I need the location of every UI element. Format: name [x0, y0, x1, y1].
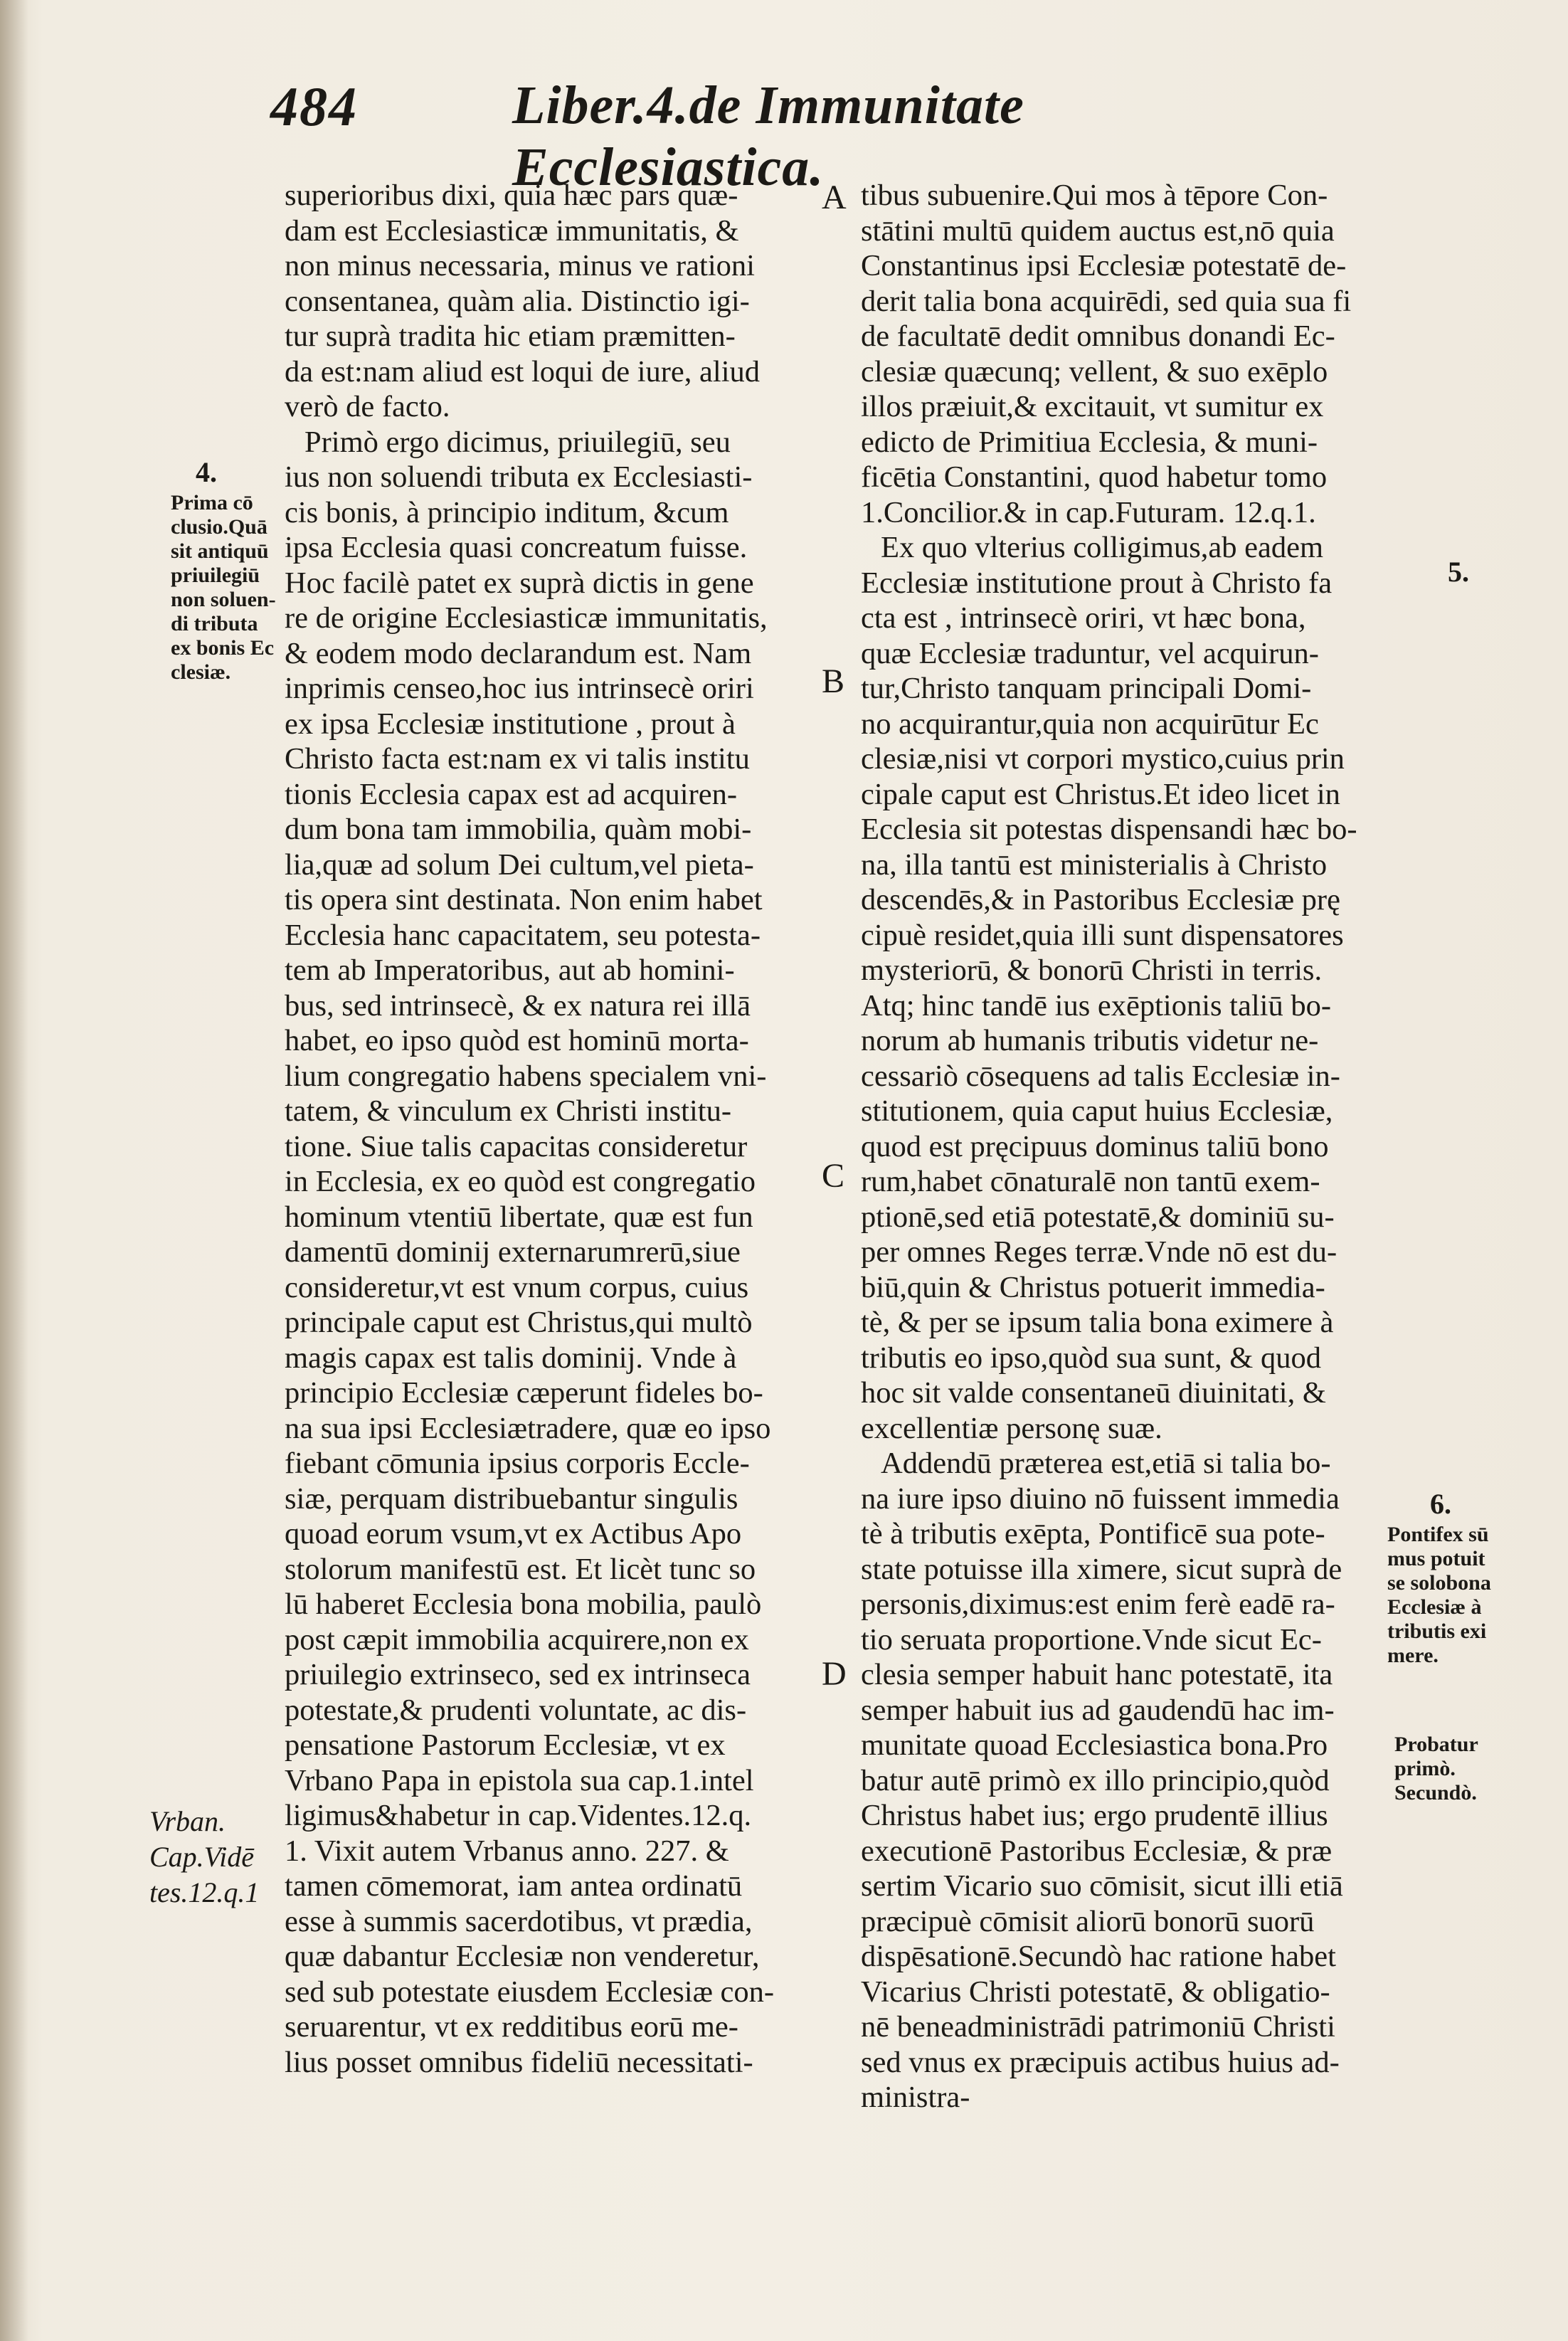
right-column-line: Vicarius Christi potestatē, & obligatio-	[861, 1975, 1330, 2009]
margin-note-line: Ecclesiæ à	[1387, 1595, 1482, 1619]
margin-note-line: ex bonis Ec	[171, 636, 275, 660]
margin-note-line: Probatur	[1394, 1733, 1478, 1756]
section-marker-c: C	[822, 1157, 845, 1195]
left-column-line: quoad eorum vsum,vt ex Actibus Apo	[285, 1517, 742, 1550]
left-column-line: tatem, & vinculum ex Christi institu-	[285, 1094, 731, 1128]
margin-note-line: Secundò.	[1394, 1781, 1477, 1804]
right-column-line: no acquirantur,quia non acquirūtur Ec	[861, 707, 1319, 741]
right-column-line: sertim Vicario suo cōmisit, sicut illi etiā	[861, 1869, 1343, 1903]
right-column-line: semper habuit ius ad gaudendū hac im-	[861, 1693, 1335, 1727]
margin-note-line: di tributa	[171, 612, 258, 635]
right-column-line: cta est , intrinsecè oriri, vt hæc bona,	[861, 601, 1306, 635]
margin-ref-line: Vrban.	[149, 1805, 226, 1837]
left-column-line: superioribus dixi, quia hæc pars quæ-	[285, 179, 738, 212]
left-column-line: da est:nam aliud est loqui de iure, aliud	[285, 354, 761, 389]
right-column-line: Ecclesia sit potestas dispensandi hæc bo-	[861, 813, 1357, 846]
left-column-line: ipsa Ecclesia quasi concreatum fuisse.	[285, 531, 748, 564]
right-text-column	[861, 178, 1380, 2115]
left-column-line: 1. Vixit autem Vrbanus anno. 227. &	[285, 1834, 729, 1868]
right-column-line: rum,habet cōnaturalē non tantū exem-	[861, 1165, 1320, 1198]
right-column-line: biū,quin & Christus potuerit immedia-	[861, 1270, 1325, 1304]
left-column-line: na sua ipsi Ecclesiætradere, quæ eo ipso	[285, 1411, 771, 1445]
left-column-line: ex ipsa Ecclesiæ institutione , prout à	[285, 707, 736, 741]
right-column-line: excellentiæ personę suæ.	[861, 1411, 1162, 1445]
left-column-line: re de origine Ecclesiasticæ immunitatis,	[285, 601, 768, 635]
margin-note-pontifex	[1387, 1523, 1501, 1668]
right-column-line: Christus habet ius; ergo prudentē illius	[861, 1799, 1328, 1832]
left-column-line: tis opera sint destinata. Non enim habet	[285, 883, 763, 916]
section-marker-d: D	[822, 1655, 847, 1693]
left-column-line: dum bona tam immobilia, quàm mobi-	[285, 813, 752, 846]
margin-note-probatur	[1394, 1733, 1501, 1805]
left-column-line: consideretur,vt est vnum corpus, cuius	[285, 1270, 749, 1304]
right-column-line: dispēsationē.Secundò hac ratione habet	[861, 1940, 1336, 1973]
right-column-line: 1.Concilior.& in cap.Futuram. 12.q.1.	[861, 495, 1316, 529]
left-column-line: Primò ergo dicimus, priuilegiū, seu	[304, 425, 731, 459]
left-column-line: verò de facto.	[285, 390, 450, 423]
left-column-line: in Ecclesia, ex eo quòd est congregatio	[285, 1165, 756, 1198]
right-column-line: derit talia bona acquirēdi, sed quia sua fi	[861, 284, 1352, 318]
right-column-line: ficētia Constantini, quod habetur tomo	[861, 460, 1328, 494]
margin-note-prima-conclusio	[171, 491, 277, 685]
right-column-line: nē beneadministrādi patrimoniū Christi	[861, 2010, 1335, 2044]
left-column-line: & eodem modo declarandum est. Nam	[285, 636, 752, 670]
margin-note-line: Prima cō	[171, 491, 253, 514]
right-column-line: Constantinus ipsi Ecclesiæ potestatē de-	[861, 249, 1347, 282]
right-column-line: quod est pręcipuus dominus taliū bono	[861, 1129, 1329, 1163]
margin-number-4: 4.	[196, 456, 217, 488]
left-column-line: tem ab Imperatoribus, aut ab homini-	[285, 953, 735, 987]
left-column-line: quæ dabantur Ecclesiæ non venderetur,	[285, 1940, 760, 1973]
left-column-line: dam est Ecclesiasticæ immunitatis, &	[285, 213, 739, 248]
right-column-line: tur,Christo tanquam principali Domi-	[861, 672, 1312, 705]
left-column-line: habet, eo ipso quòd est hominū morta-	[285, 1024, 749, 1057]
right-column-line: munitate quoad Ecclesiastica bona.Pro	[861, 1728, 1328, 1762]
right-column-line: illos præiuit,& excitauit, vt sumitur ex	[861, 390, 1324, 423]
right-column-line: descendēs,& in Pastoribus Ecclesiæ prę	[861, 883, 1340, 916]
right-column-line: clesiæ quæcunq; vellent, & suo exēplo	[861, 354, 1328, 389]
right-column-line: hoc sit valde consentaneū diuinitati, &	[861, 1376, 1326, 1410]
right-column-line: tè, & per se ipsum talia bona eximere à	[861, 1306, 1334, 1339]
page-number: 484	[270, 75, 358, 137]
right-column-line: Addendū præterea est,etiā si talia bo-	[881, 1447, 1331, 1480]
left-column-line: post cæpit immobilia acquirere,non ex	[285, 1622, 749, 1656]
left-column-line: tur suprà tradita hic etiam præmitten-	[285, 319, 736, 353]
right-column-line: edicto de Primitiua Ecclesia, & muni-	[861, 425, 1318, 459]
margin-note-line: non soluen-	[171, 588, 276, 611]
left-column-line: bus, sed intrinsecè, & ex natura rei illā	[285, 988, 751, 1022]
left-column-line: magis capax est talis dominij. Vnde à	[285, 1341, 737, 1375]
left-column-line: Vrbano Papa in epistola sua cap.1.intel	[285, 1763, 754, 1797]
margin-ref-line: tes.12.q.1	[149, 1876, 260, 1908]
left-column-line: tamen cōmemorat, iam antea ordinatū	[285, 1869, 743, 1903]
left-column-line: seruarentur, vt ex redditibus eorū me-	[285, 2010, 738, 2044]
left-column-line: Hoc facilè patet ex suprà dictis in gene	[285, 566, 754, 600]
right-column-line: quæ Ecclesiæ traduntur, vel acquirun-	[861, 636, 1319, 670]
margin-note-line: primò.	[1394, 1757, 1456, 1780]
left-column-line: non minus necessaria, minus ve rationi	[285, 249, 755, 282]
left-column-line: lius posset omnibus fideliū necessitati-	[285, 2045, 753, 2079]
left-column-line: lium congregatio habens specialem vni-	[285, 1059, 767, 1093]
left-column-line: damentū dominij externarumrerū,siue	[285, 1235, 741, 1269]
left-column-line: consentanea, quàm alia. Distinctio igi-	[285, 284, 750, 318]
right-column-line: ministra-	[861, 2081, 970, 2114]
margin-note-line: mus potuit	[1387, 1547, 1485, 1570]
right-column-line: executionē Pastoribus Ecclesiæ, & præ	[861, 1834, 1333, 1868]
margin-note-urban-reference	[149, 1804, 285, 1911]
left-text-column	[285, 178, 793, 2080]
left-column-line: sed sub potestate eiusdem Ecclesiæ con-	[285, 1975, 775, 2009]
left-column-line: pensatione Pastorum Ecclesiæ, vt ex	[285, 1728, 726, 1762]
left-column-line: priuilegio extrinseco, sed ex intrinseca	[285, 1658, 751, 1691]
margin-note-line: priuilegiū	[171, 564, 260, 587]
section-marker-a: A	[822, 179, 847, 216]
left-column-line: ius non soluendi tributa ex Ecclesiasti-	[285, 460, 753, 494]
margin-note-line: Pontifex sū	[1387, 1523, 1489, 1546]
right-column-line: tibus subuenire.Qui mos à tēpore Con-	[861, 179, 1328, 212]
left-column-line: tionis Ecclesia capax est ad acquiren-	[285, 777, 738, 811]
left-column-line: siæ, perquam distribuebantur singulis	[285, 1481, 738, 1516]
right-column-line: cipuè residet,quia illi sunt dispensatores	[861, 918, 1344, 952]
right-column-line: per omnes Reges terræ.Vnde nō est du-	[861, 1235, 1337, 1269]
right-column-line: stitutionem, quia caput huius Ecclesiæ,	[861, 1094, 1333, 1128]
right-column-line: clesiæ,nisi vt corpori mystico,cuius prin	[861, 742, 1345, 776]
right-column-line: Ex quo vlterius colligimus,ab eadem	[881, 531, 1324, 564]
right-column-line: tè à tributis exēpta, Pontificē sua pote-	[861, 1517, 1325, 1550]
right-column-line: cipale caput est Christus.Et ideo licet in	[861, 777, 1340, 811]
right-column-line: cessariò cōsequens ad talis Ecclesiæ in-	[861, 1059, 1340, 1093]
margin-note-line: clesiæ.	[171, 660, 231, 684]
left-column-line: stolorum manifestū est. Et licèt tunc so	[285, 1552, 756, 1586]
margin-note-line: se solobona	[1387, 1571, 1491, 1595]
margin-note-line: tributis exi	[1387, 1619, 1487, 1643]
margin-ref-line: Cap.Vidē	[149, 1841, 255, 1873]
left-column-line: inprimis censeo,hoc ius intrinsecè oriri	[285, 672, 754, 705]
left-column-line: lia,quæ ad solum Dei cultum,vel pieta-	[285, 847, 754, 882]
left-column-line: principio Ecclesiæ cæperunt fideles bo-	[285, 1376, 763, 1410]
left-column-line: Ecclesia hanc capacitatem, seu potesta-	[285, 918, 761, 952]
spine-shadow	[0, 0, 28, 2341]
left-column-line: hominum vtentiū libertate, quæ est fun	[285, 1200, 753, 1234]
right-column-line: norum ab humanis tributis videtur ne-	[861, 1024, 1319, 1057]
left-column-line: cis bonis, à principio inditum, &cum	[285, 495, 729, 529]
right-column-line: batur autē primò ex illo principio,quòd	[861, 1763, 1330, 1797]
margin-note-line: sit antiquū	[171, 539, 269, 563]
section-marker-b: B	[822, 662, 845, 700]
right-column-line: ptionē,sed etiā potestatē,& dominiū su-	[861, 1200, 1335, 1234]
margin-number-5: 5.	[1448, 556, 1469, 588]
margin-number-6: 6.	[1430, 1488, 1451, 1520]
margin-note-line: clusio.Quā	[171, 515, 267, 539]
right-column-line: na, illa tantū est ministerialis à Christo	[861, 847, 1328, 882]
right-column-line: Ecclesiæ institutione prout à Christo fa	[861, 566, 1333, 600]
right-column-line: clesia semper habuit hanc potestatē, ita	[861, 1658, 1333, 1691]
left-column-line: potestate,& prudenti voluntate, ac dis-	[285, 1693, 747, 1727]
running-title: Liber.4.de Immunitate Ecclesiastica.	[512, 75, 1024, 197]
left-column-line: lū haberet Ecclesia bona mobilia, paulò	[285, 1587, 762, 1621]
left-column-line: ligimus&habetur in cap.Videntes.12.q.	[285, 1799, 752, 1832]
right-column-line: mysteriorū, & bonorū Christi in terris.	[861, 953, 1323, 987]
right-column-line: præcipuè cōmisit aliorū bonorū suorū	[861, 1904, 1315, 1938]
margin-note-line: mere.	[1387, 1644, 1439, 1667]
right-column-line: tio seruata proportione.Vnde sicut Ec-	[861, 1622, 1322, 1656]
right-column-line: state potuisse illa ximere, sicut suprà de	[861, 1552, 1342, 1586]
left-column-line: tione. Siue talis capacitas consideretur	[285, 1129, 748, 1163]
right-column-line: sed vnus ex præcipuis actibus huius ad-	[861, 2045, 1340, 2079]
left-column-line: esse à summis sacerdotibus, vt prædia,	[285, 1904, 753, 1938]
right-column-line: de facultatē dedit omnibus donandi Ec-	[861, 319, 1335, 353]
right-column-line: na iure ipso diuino nō fuissent immedia	[861, 1481, 1340, 1516]
right-column-line: tributis eo ipso,quòd sua sunt, & quod	[861, 1341, 1321, 1375]
right-column-line: personis,diximus:est enim ferè eadē ra-	[861, 1587, 1335, 1621]
left-column-line: fiebant cōmunia ipsius corporis Eccle-	[285, 1447, 750, 1480]
left-column-line: principale caput est Christus,qui multò	[285, 1306, 753, 1339]
left-column-line: Christo facta est:nam ex vi talis institu	[285, 742, 750, 776]
right-column-line: stātini multū quidem auctus est,nō quia	[861, 213, 1335, 248]
right-column-line: Atq; hinc tandē ius exēptionis taliū bo-	[861, 988, 1331, 1022]
